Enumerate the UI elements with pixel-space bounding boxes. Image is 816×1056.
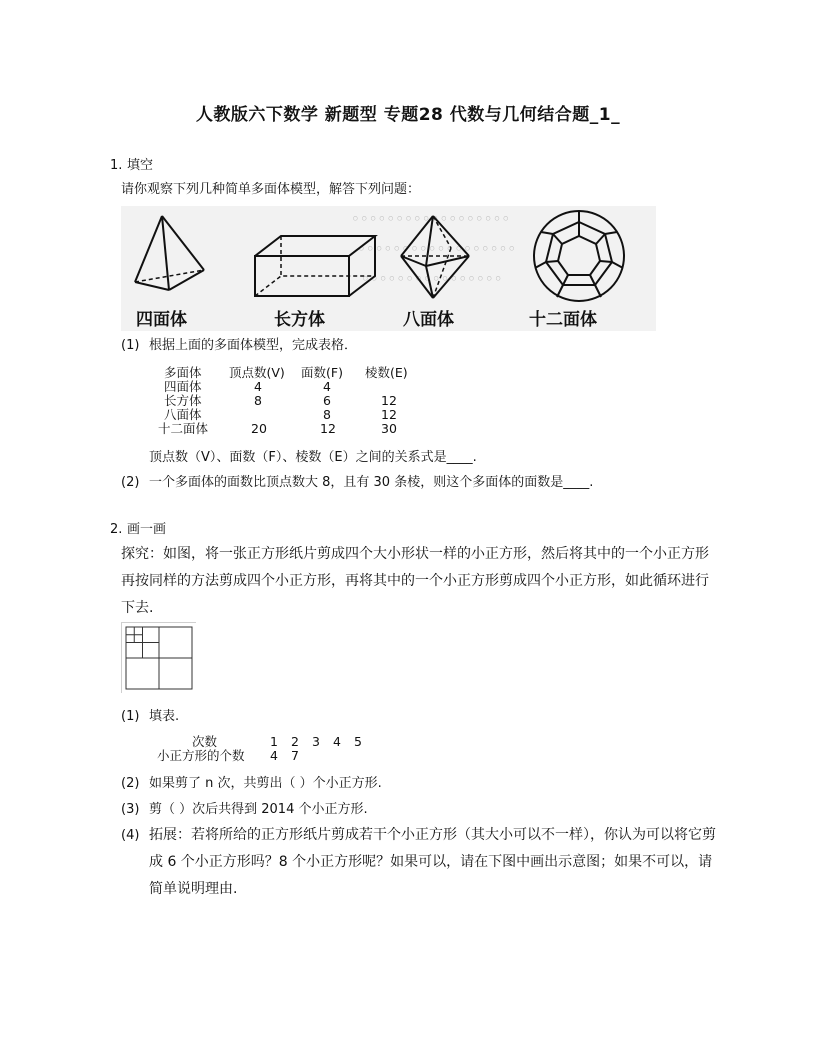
table-header: 顶点数(V) [229, 365, 285, 380]
q2-number: 2. [110, 522, 123, 537]
table-row-label: 次数 [192, 734, 218, 749]
q1-sub2-marker: (2) [121, 475, 140, 490]
table-cell: 八面体 [164, 407, 202, 422]
q2-sub4-line: 成 6 个小正方形吗？8 个小正方形呢？如果可以，请在下图中画出示意图；如果不可以，请 [149, 854, 713, 870]
table-cell: 4 [254, 379, 262, 394]
octahedron-shape [401, 216, 469, 298]
q1-intro: 请你观察下列几种简单多面体模型，解答下列问题： [121, 182, 421, 197]
tetrahedron-shape [135, 216, 204, 290]
q2-sub4-line: 拓展：若将所给的正方形纸片剪成若干个小正方形（其大小可以不一样），你认为可以将它剪 [149, 827, 716, 843]
q2-intro-line: 探究：如图，将一张正方形纸片剪成四个大小形状一样的小正方形，然后将其中的一个小正方形 [121, 546, 709, 562]
q2-sub4-marker: (4) [121, 828, 140, 843]
q1-sub1-marker: (1) [121, 338, 140, 353]
table-cell: 6 [323, 393, 331, 408]
figure-label-tetrahedron: 四面体 [136, 310, 187, 330]
q1-sub1-text: 根据上面的多面体模型，完成表格． [149, 338, 358, 353]
q2-sub3-text: 剪（ ）次后共得到 2014 个小正方形. [149, 802, 368, 817]
table-cell: 4 [323, 379, 331, 394]
table-cell: 12 [381, 407, 397, 422]
q2-sub1-marker: (1) [121, 709, 140, 724]
table-header: 棱数(E) [365, 365, 408, 380]
table-cell: 1 [270, 734, 278, 749]
table-cell: 4 [270, 748, 278, 763]
table-cell: 四面体 [164, 379, 202, 394]
table-cell: 12 [381, 393, 397, 408]
table-header: 面数(F) [301, 365, 343, 380]
table-cell: 30 [381, 421, 397, 436]
nested-squares-drawing [122, 623, 196, 693]
page-title: 人教版六下数学 新题型 专题28 代数与几何结合题_1_ [195, 105, 621, 125]
table-cell: 3 [312, 734, 320, 749]
figure-label-cuboid: 长方体 [274, 310, 325, 330]
figure-label-octahedron: 八面体 [403, 310, 454, 330]
dodecahedron-shape [534, 211, 624, 301]
q2-intro-line: 再按同样的方法剪成四个小正方形，再将其中的一个小正方形剪成四个小正方形，如此循环进行 [121, 573, 709, 589]
q1-sub2-text: 一个多面体的面数比顶点数大 8，且有 30 条棱，则这个多面体的面数是____. [149, 475, 594, 490]
table-row-label: 小正方形的个数 [157, 748, 245, 763]
table-cell: 8 [254, 393, 262, 408]
q2-heading: 画一画 [127, 522, 167, 537]
q1-heading: 填空 [127, 158, 154, 173]
table-cell: 12 [320, 421, 336, 436]
q1-relation-text: 顶点数（V）、面数（F）、棱数（E）之间的关系式是____. [149, 450, 477, 465]
q2-sub3-marker: (3) [121, 802, 140, 817]
polyhedra-figure: ◦◦◦◦◦◦◦◦◦◦◦◦◦◦◦◦◦◦ ◦◦◦◦◦◦◦◦◦◦◦◦◦◦◦◦◦◦ ◦◦◦◦◦◦◦◦◦◦◦◦◦◦◦◦ 四面体 长方体 八面体 十二面体 [121, 206, 656, 331]
table-cell: 7 [291, 748, 299, 763]
table-cell: 长方体 [164, 393, 202, 408]
table-header: 多面体 [164, 365, 202, 380]
table-cell: 4 [333, 734, 341, 749]
nested-squares-figure [121, 622, 196, 693]
table-cell: 8 [323, 407, 331, 422]
q1-number: 1. [110, 158, 123, 173]
q2-sub2-marker: (2) [121, 776, 140, 791]
figure-label-dodecahedron: 十二面体 [529, 310, 597, 330]
table-cell: 5 [354, 734, 362, 749]
q2-sub1-text: 填表. [149, 709, 180, 724]
q2-sub4-line: 简单说明理由. [149, 881, 238, 897]
table-cell: 20 [251, 421, 267, 436]
table-cell: 2 [291, 734, 299, 749]
cuboid-shape [255, 236, 375, 296]
table-cell: 十二面体 [158, 421, 209, 436]
q2-sub2-text: 如果剪了 n 次，共剪出（ ）个小正方形. [149, 776, 382, 791]
q2-intro-line: 下去. [121, 600, 154, 616]
